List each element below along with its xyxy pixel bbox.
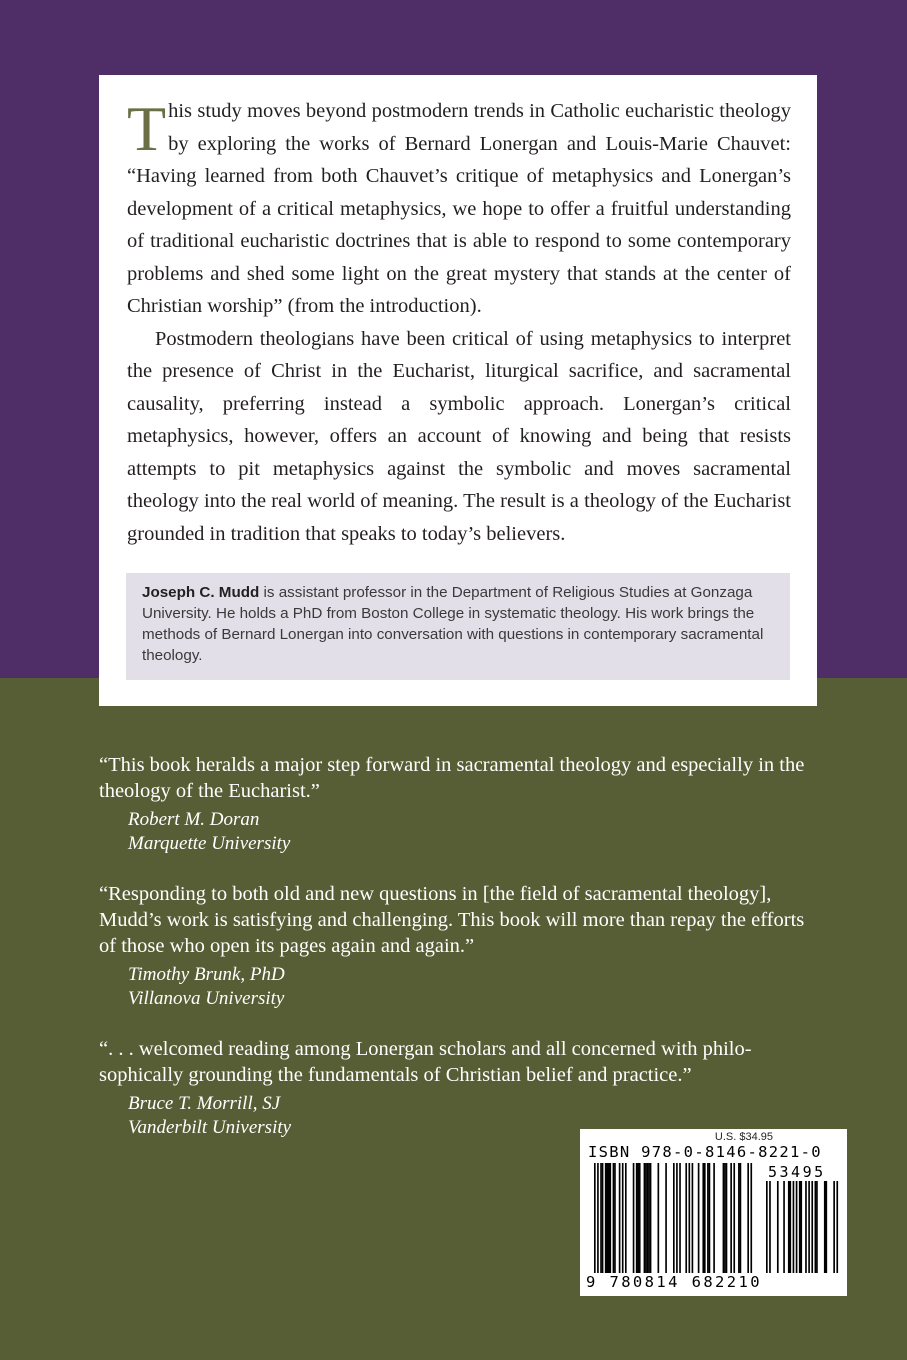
- barcode-bar: [788, 1181, 790, 1273]
- ean-digits: 9 780814 682210: [586, 1273, 762, 1291]
- endorsement-text: “This book heralds a major step forward in sacramental theology and especially in the theology of the Eucharist.”: [99, 754, 805, 802]
- description-paragraph-2: Postmodern theologians have been critical of using metaphysics to interpret the presence of Christ in the Eucharist, liturgical sacrifice, and sacramental causality, preferring instead a symbolic approach. Lonergan’s critical metaphysics, however, offers an account of knowing and being that resists attempts to pit metaphysics against the symbolic and moves sacramental theology into the real world of meaning. The result is a theology of the Eucharist grounded in tradition that speaks to today’s believers.: [127, 327, 791, 545]
- endorsement-name: Robert M. Doran: [128, 809, 260, 830]
- barcode-bar: [796, 1181, 798, 1273]
- barcode-bar: [833, 1181, 835, 1273]
- endorsement-1: [99, 752, 819, 856]
- endorsement-3: [99, 1036, 819, 1140]
- barcode-bar: [665, 1163, 667, 1273]
- barcode-bar: [750, 1163, 752, 1273]
- endorsement-text: “Responding to both old and new questions in [the field of sacramental theology], Mudd’s work is satisfying and challenging. This book will more than repay the efforts of those who open its pages again and again.”: [99, 883, 805, 957]
- barcode-bar: [619, 1163, 621, 1273]
- author-bio-box: [126, 573, 790, 680]
- barcode-bar: [783, 1181, 785, 1273]
- barcode-bar: [793, 1181, 795, 1273]
- barcode-bar: [698, 1163, 700, 1273]
- barcode-bar: [766, 1181, 768, 1273]
- barcode-bar: [799, 1181, 801, 1273]
- author-name: Joseph C. Mudd: [142, 584, 260, 601]
- description-panel: [99, 75, 817, 706]
- barcode-bar: [650, 1163, 652, 1273]
- barcode-bar: [836, 1181, 838, 1273]
- barcode-bar: [805, 1181, 807, 1273]
- barcode-bar: [723, 1163, 725, 1273]
- description-paragraph-1-text: his study moves beyond postmodern trends in Catholic eucharistic theology by exploring the works of Bernard Lonergan and Louis-Marie Chauvet: “Having learned from both Chauvet’s critique of metaphysics and Lonergan’s development of a critical metaphysics, we hope to offer a fruitful understanding of traditional eucharistic doctrines that is able to respond to some contemporary problems and shed some light on the great mystery that stands at the center of Christian worship” (from the introduction).: [127, 100, 791, 317]
- barcode-bar: [800, 1181, 802, 1273]
- barcode-bar: [713, 1163, 715, 1273]
- barcode-icon: [580, 1129, 847, 1296]
- endorsement-name: Bruce T. Morrill, SJ: [128, 1093, 281, 1114]
- book-description: [127, 95, 791, 550]
- barcode-bar: [644, 1163, 646, 1273]
- barcode-bar: [600, 1163, 602, 1273]
- price-label: U.S. $34.95: [714, 1131, 773, 1143]
- endorsement-affiliation: Villanova University: [128, 988, 285, 1009]
- barcode-bar: [704, 1163, 706, 1273]
- barcode-bar: [679, 1163, 681, 1273]
- addon-barcode-bars: [766, 1181, 838, 1273]
- barcode-bar: [808, 1181, 810, 1273]
- barcode-bar: [658, 1163, 660, 1273]
- barcode-bar: [673, 1163, 675, 1273]
- barcode-bar: [733, 1163, 735, 1273]
- barcode-bar: [606, 1163, 608, 1273]
- barcode-bar: [594, 1163, 596, 1273]
- barcode-bar: [625, 1163, 627, 1273]
- barcode-bar: [645, 1163, 647, 1273]
- endorsement-name: Timothy Brunk, PhD: [128, 964, 285, 985]
- addon-digits: 53495: [768, 1163, 826, 1181]
- barcode-bar: [614, 1163, 616, 1273]
- barcode-bar: [726, 1163, 728, 1273]
- barcode-bar: [647, 1163, 649, 1273]
- barcode-bar: [676, 1163, 678, 1273]
- barcode-bar: [740, 1163, 742, 1273]
- endorsement-2: [99, 881, 819, 1011]
- author-bio: is assistant professor in the Department of Religious Studies at Gonzaga University. He holds a PhD from Boston College in systematic theology. His work brings the methods of Bernard Lonergan into conversation with questions in contemporary sacramental theology.: [142, 584, 764, 664]
- barcode-bar: [622, 1163, 624, 1273]
- endorsement-affiliation: Vanderbilt University: [128, 1117, 292, 1138]
- barcode-bar: [816, 1181, 818, 1273]
- barcode-bar: [825, 1181, 827, 1273]
- barcode-bar: [608, 1163, 610, 1273]
- barcode-bar: [637, 1163, 639, 1273]
- barcode-bar: [777, 1181, 779, 1273]
- barcode-bar: [605, 1163, 607, 1273]
- barcode-bar: [730, 1163, 732, 1273]
- barcode-bar: [707, 1163, 709, 1273]
- barcode-bar: [639, 1163, 641, 1273]
- barcode-bar: [747, 1163, 749, 1273]
- barcode-bar: [724, 1163, 726, 1273]
- barcode-bar: [597, 1163, 599, 1273]
- barcode-bar: [685, 1163, 687, 1273]
- barcode-bar: [789, 1181, 791, 1273]
- endorsements: [99, 752, 819, 1165]
- barcode-bar: [613, 1163, 615, 1273]
- barcode-box: [580, 1129, 847, 1296]
- barcode-bar: [824, 1181, 826, 1273]
- barcode-bar: [811, 1181, 813, 1273]
- endorsement-affiliation: Marquette University: [128, 833, 291, 854]
- barcode-bar: [709, 1163, 711, 1273]
- barcode-bar: [609, 1163, 611, 1273]
- barcode-bar: [688, 1163, 690, 1273]
- ean-barcode-bars: [594, 1163, 752, 1273]
- barcode-bar: [738, 1163, 740, 1273]
- barcode-bar: [602, 1163, 604, 1273]
- barcode-bar: [702, 1163, 704, 1273]
- description-paragraph-1: [127, 95, 791, 323]
- barcode-bar: [815, 1181, 817, 1273]
- drop-cap: T: [127, 93, 167, 164]
- barcode-bar: [692, 1163, 694, 1273]
- barcode-bar: [769, 1181, 771, 1273]
- barcode-bar: [648, 1163, 650, 1273]
- endorsement-text: “. . . welcomed reading among Lonergan scholars and all concerned with philosophically grounding the fundamentals of Christian belief and practice.”: [99, 1038, 752, 1086]
- barcode-bar: [636, 1163, 638, 1273]
- barcode-bar: [633, 1163, 635, 1273]
- isbn-label: ISBN 978-0-8146-8221-0: [588, 1143, 822, 1161]
